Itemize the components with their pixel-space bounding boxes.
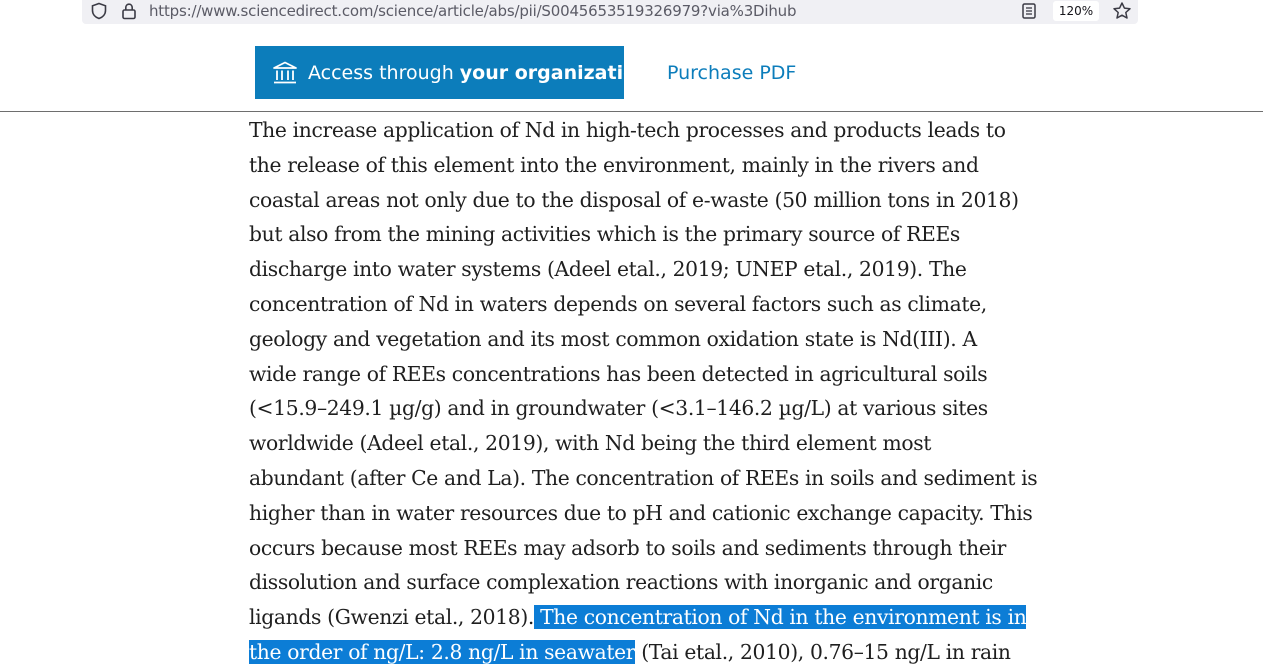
text-line: but also from the mining activities which is the primary source of REEs [249,222,960,247]
url-text[interactable]: https://www.sciencedirect.com/science/article/abs/pii/S0045653519326979?via%3Dihub [149,2,797,20]
text-line: The increase application of Nd in high-tech processes and products leads to [249,118,1006,142]
text-line: worldwide (Adeel etal., 2019), with Nd being the third element most [249,431,932,456]
selected-text[interactable]: The concentration of Nd in the environment is in [534,605,1027,630]
text-line [249,635,1029,670]
article-body [249,112,1038,664]
access-button-label [308,62,650,84]
text-line: coastal areas not only due to the disposal of e-waste (50 million tons in 2018) [249,187,1019,212]
institution-icon [272,61,298,85]
bookmark-star-icon[interactable] [1112,1,1132,21]
article-paragraph [249,112,1038,670]
shield-icon[interactable] [90,2,108,20]
text-line: the release of this element into the environment, mainly in the rivers and [249,152,979,177]
reader-view-icon[interactable] [1020,2,1038,20]
selected-text[interactable]: the order of ng/L: 2.8 ng/L in seawater [249,639,636,664]
text-line: discharge into water systems (Adeel etal., 2019; UNEP etal., 2019). The [249,257,967,282]
text-line [249,600,1029,635]
text-line: occurs because most REEs may adsorb to soils and sediments through their [249,535,1007,560]
article-action-bar [0,26,1263,112]
text-line: abundant (after Ce and La). The concentration of REEs in soils and sediment is [249,465,1038,490]
text-line: (<15.9–249.1 µg/g) and in groundwater (<3.1–146.2 µg/L) at various sites [249,396,988,421]
text-line: geology and vegetation and its most common oxidation state is Nd(III). A [249,326,977,351]
access-label-prefix: Access through [308,61,460,84]
purchase-pdf-link[interactable]: Purchase PDF [667,62,797,84]
access-through-organization-button[interactable] [255,46,650,99]
access-label-bold: your organization [459,61,650,84]
zoom-level-badge[interactable]: 120% [1053,1,1099,21]
citation-text: (Tai etal., 2010), 0.76–15 ng/L in rain [635,639,1011,664]
text-line: wide range of REEs concentrations has been detected in agricultural soils [249,361,988,386]
text-line: higher than in water resources due to pH and cationic exchange capacity. This [249,500,1033,525]
citation-text: ligands (Gwenzi etal., 2018). [249,605,534,630]
browser-toolbar [0,0,1263,26]
text-line: dissolution and surface complexation reactions with inorganic and organic [249,570,993,595]
lock-icon[interactable] [121,2,137,20]
text-line: concentration of Nd in waters depends on several factors such as climate, [249,291,987,316]
